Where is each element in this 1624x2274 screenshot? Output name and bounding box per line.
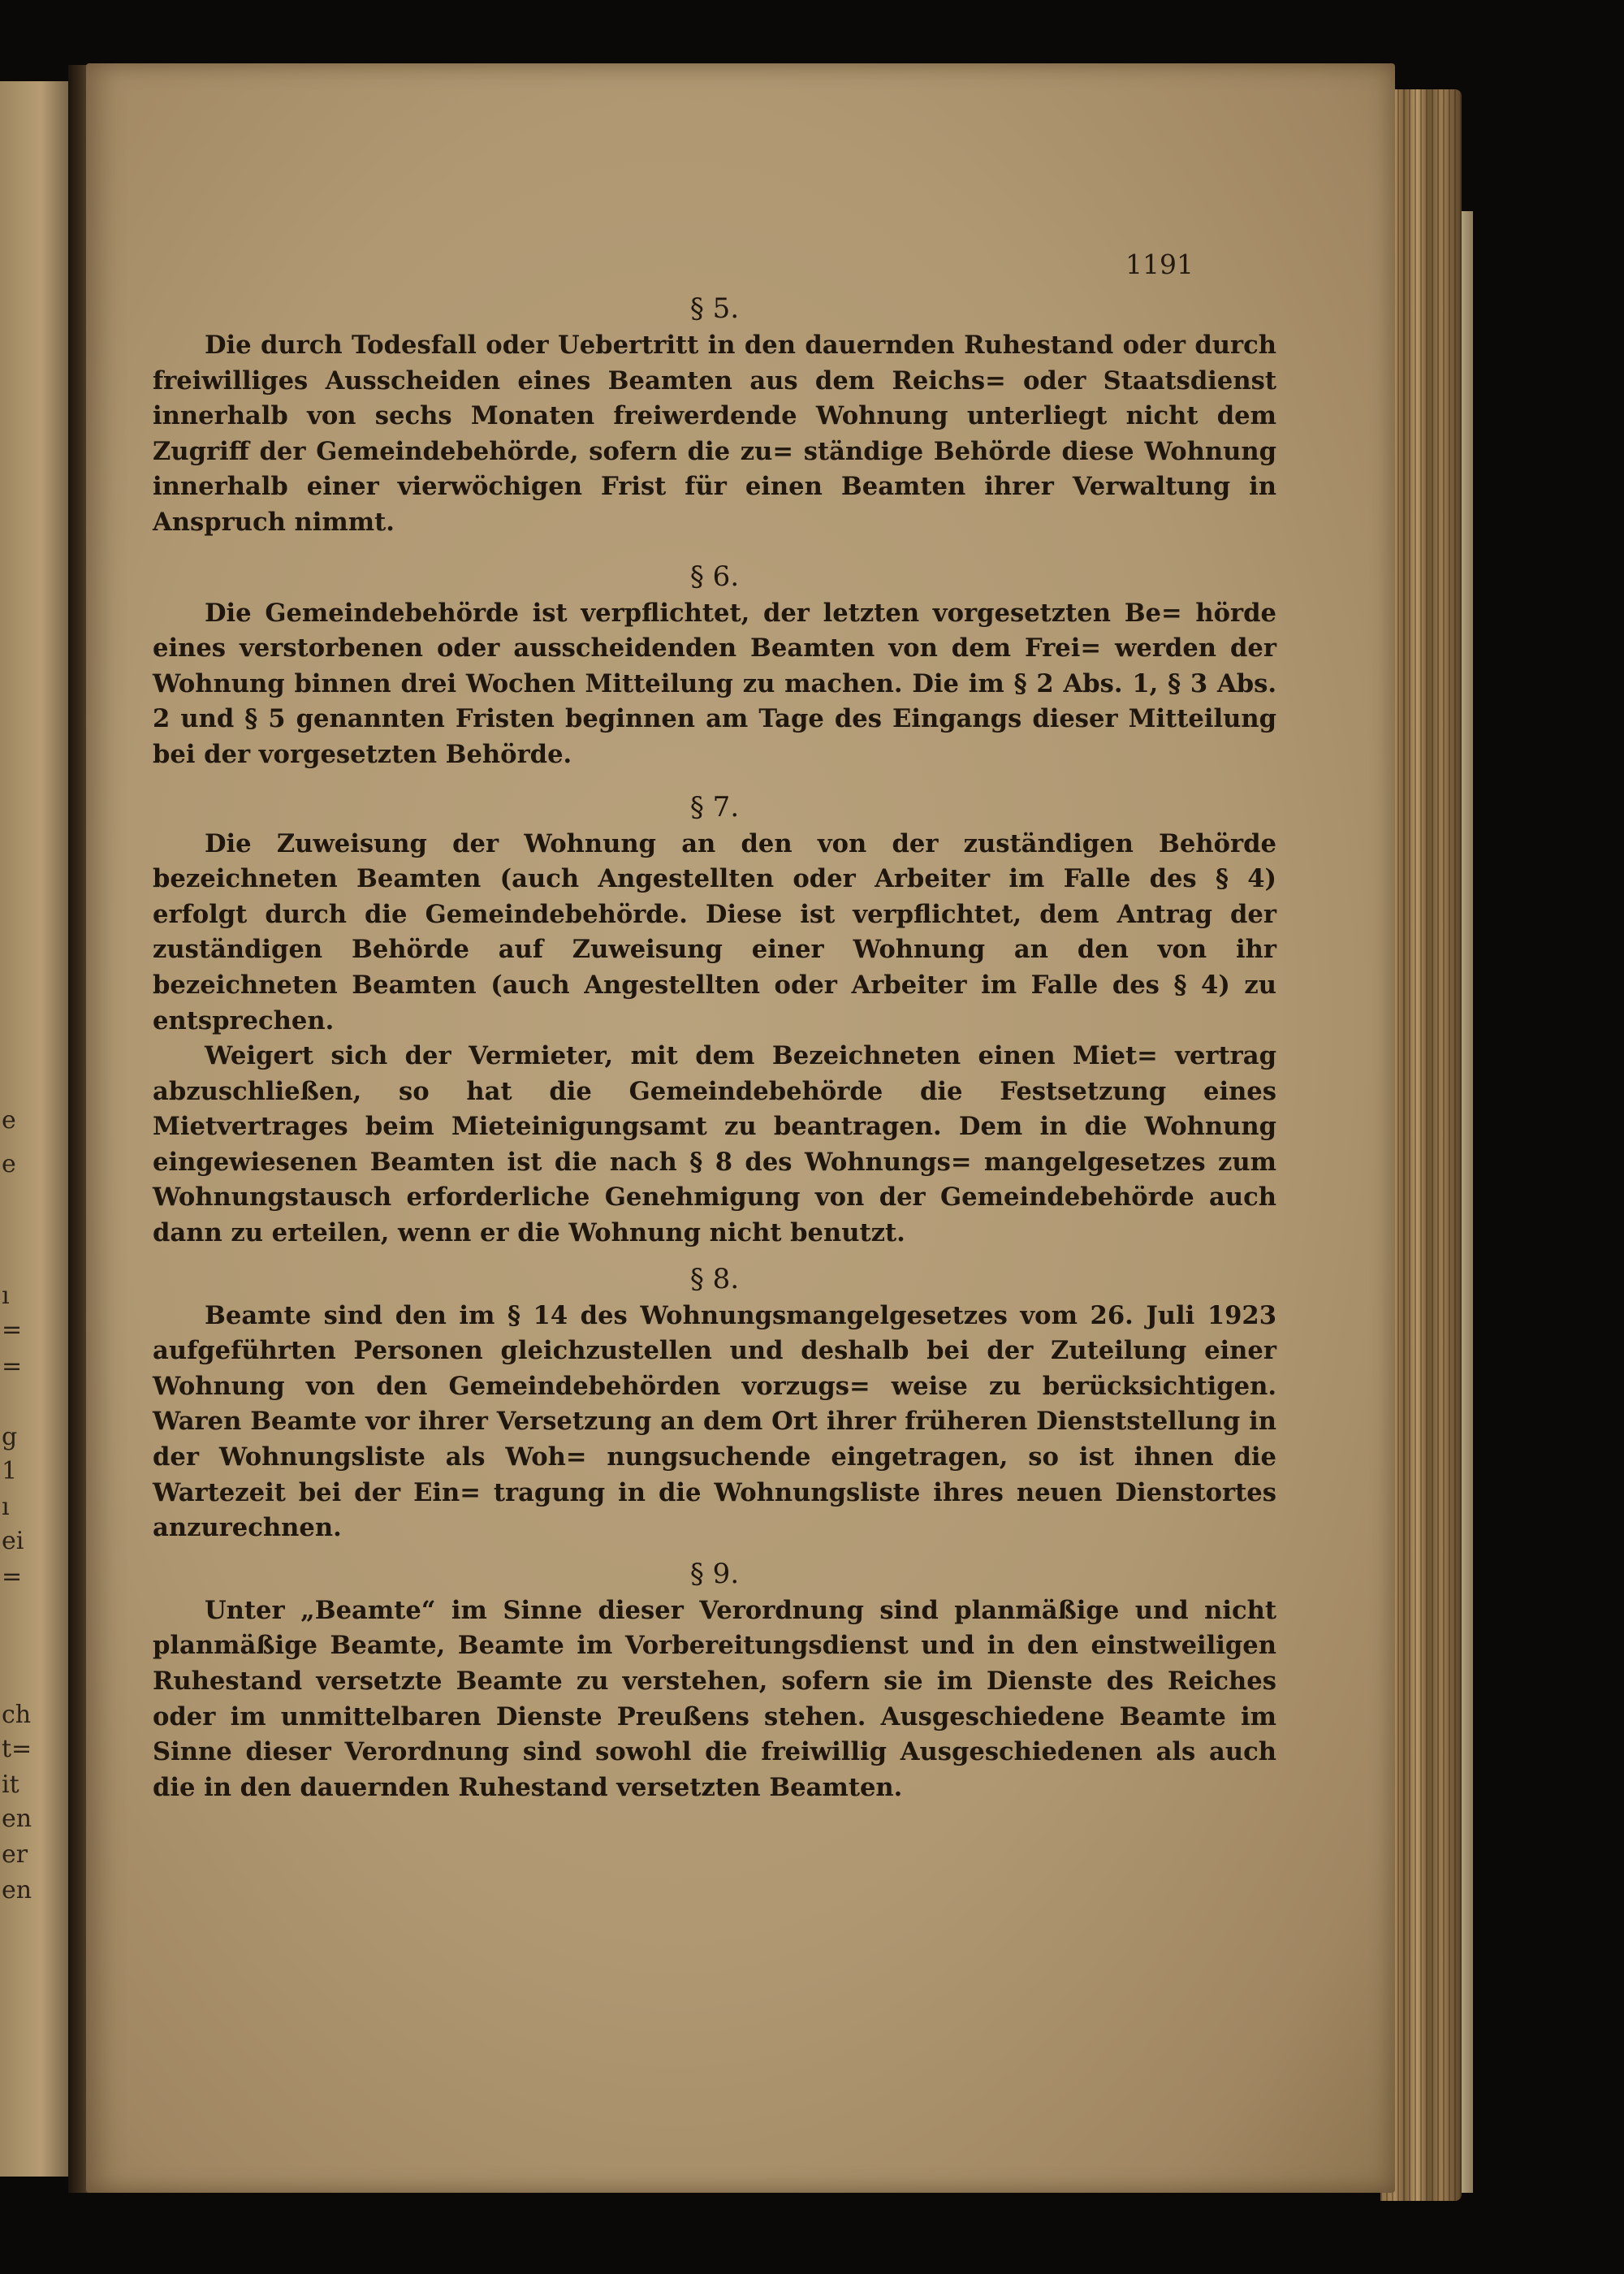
left-fragment: ı (2, 1493, 10, 1521)
left-fragment: t= (2, 1735, 32, 1763)
paragraph: Unter „Beamte“ im Sinne dieser Verordnung sind planmäßige und nicht planmäßige Beamte, Beamte im Vorbereitungsdienst und in den einstweiligen Ruhestand versetzte Beamte zu verstehen, sofern sie im Dienste des Reiches oder im unmittelbaren Dienste Preußens stehen. Ausgeschiedene Beamte im Sinne dieser Verordnung sind sowohl die freiwillig Ausgeschiedenen als auch die in den dauernden Ruhestand versetzten Beamten. (153, 1595, 1276, 1802)
section-heading: § 6. (689, 560, 740, 593)
section-heading: § 9. (689, 1557, 740, 1590)
paragraph: Die Gemeindebehörde ist verpflichtet, der letzten vorgesetzten Be= hörde eines verstorbenen oder ausscheidenden Beamten von dem Frei= werden der Wohnung binnen drei Wochen Mitteilung zu machen. Die im § 2 Abs. 1, § 3 Abs. 2 und § 5 genannten Fristen beginnen am Tage des Eingangs dieser Mitteilung bei der vorgesetzten Behörde. (153, 598, 1276, 769)
left-fragment: er (2, 1840, 28, 1869)
paragraph: Die durch Todesfall oder Uebertritt in den dauernden Ruhestand oder durch freiwilliges Ausscheiden eines Beamten aus dem Reichs= oder Staatsdienst innerhalb von sechs Monaten freiwerdende Wohnung unterliegt nicht dem Zugriff der Gemeindebehörde, sofern die zu= ständige Behörde diese Wohnung innerhalb einer vierwöchigen Frist für einen Beamten ihrer Verwaltung in Anspruch nimmt. (153, 331, 1276, 537)
left-fragment: ei (2, 1527, 24, 1555)
section-6 (153, 559, 1276, 773)
left-fragment: g (2, 1423, 18, 1451)
left-fragment: it (2, 1770, 19, 1799)
left-fragment: ch (2, 1701, 32, 1729)
book-page (86, 63, 1395, 2193)
paragraph: Beamte sind den im § 14 des Wohnungsmangelgesetzes vom 26. Juli 1923 aufgeführten Personen gleichzustellen und deshalb bei der Zuteilung einer Wohnung von den Gemeindebehörden vorzugs= weise zu berücksichtigen. Waren Beamte vor ihrer Versetzung an dem Ort ihrer früheren Dienststellung in der Wohnungsliste als Woh= nungsuchende eingetragen, so ist ihnen die Wartezeit bei der Ein= tragung in die Wohnungsliste ihres neuen Dienstortes anzurechnen. (153, 1300, 1276, 1543)
section-9 (153, 1556, 1276, 1806)
left-page-text-fragments (0, 81, 75, 2177)
page-text (153, 281, 1276, 1805)
section-heading: § 7. (689, 790, 740, 824)
left-fragment: = (2, 1316, 23, 1344)
page-number: 1191 (1125, 249, 1194, 280)
paragraph: Die Zuweisung der Wohnung an den von der zuständigen Behörde bezeichneten Beamten (auch Angestellten oder Arbeiter im Falle des § 4) erfolgt durch die Gemeindebehörde. Diese ist verpflichtet, dem Antrag der zuständigen Behörde auf Zuweisung einer Wohnung an den von ihr bezeichneten Beamten (auch Angestellten oder Arbeiter im Falle des § 4) zu entsprechen. (153, 828, 1276, 1035)
left-fragment: ı (2, 1282, 10, 1310)
left-facing-page (0, 81, 75, 2177)
paragraph: Weigert sich der Vermieter, mit dem Bezeichneten einen Miet= vertrag abzuschließen, so hat die Gemeindebehörde die Festsetzung eines Mietvertrages beim Mieteinigungsamt zu beantragen. Dem in die Wohnung eingewiesenen Beamten ist die nach § 8 des Wohnungs= mangelgesetzes zum Wohnungstausch erforderliche Genehmigung von der Gemeindebehörde auch dann zu erteilen, wenn er die Wohnung nicht benutzt. (153, 1041, 1276, 1248)
left-fragment: e (2, 1106, 16, 1135)
section-8 (153, 1261, 1276, 1546)
section-5 (153, 291, 1276, 541)
left-fragment: e (2, 1150, 16, 1178)
left-fragment: en (2, 1805, 32, 1833)
section-heading: § 8. (689, 1262, 740, 1295)
left-fragment: 1 (2, 1457, 18, 1485)
left-fragment: = (2, 1352, 23, 1381)
section-7 (153, 789, 1276, 1252)
section-heading: § 5. (689, 292, 740, 325)
left-fragment: = (2, 1563, 23, 1591)
left-fragment: en (2, 1876, 32, 1904)
